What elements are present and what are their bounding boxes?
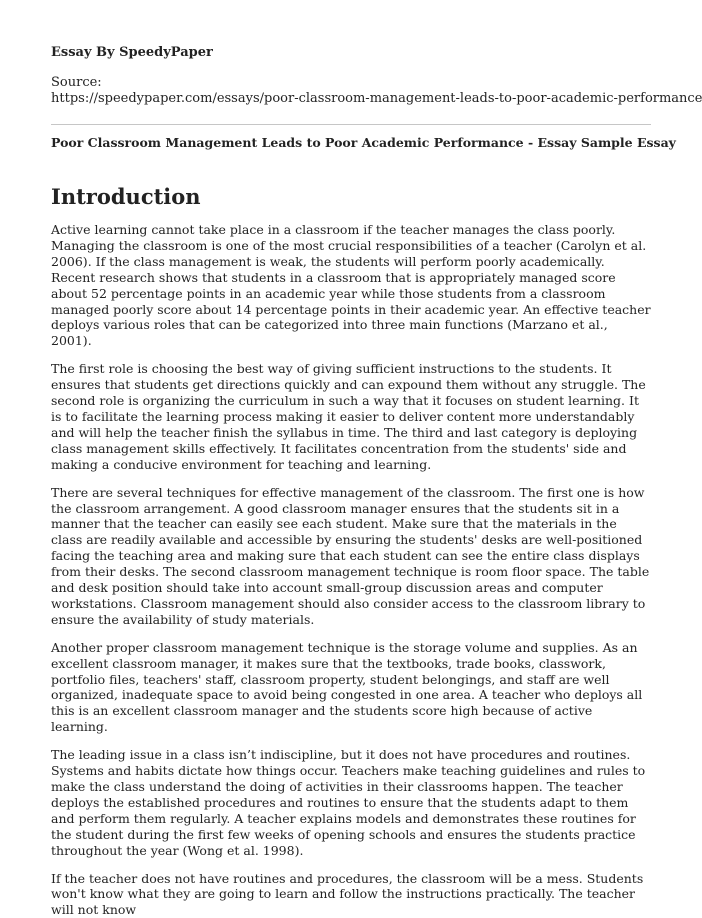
paragraph: Another proper classroom management technique is the storage volume and supplies. As an excellent classroom manager, it makes sure that the textbooks, trade books, classwork, portfolio files, teachers' staff, classroom property, student belongings, and staff are well organized, inadequate space to avoid being congested in one area. A teacher who deploys all this is an excellent classroom manager and the students score high because of active learning. — [51, 639, 643, 735]
divider — [51, 124, 651, 125]
paragraph: The first role is choosing the best way of giving sufficient instructions to the students. It ensures that students get directions quickly and can expound them without any struggle. The second role is organizing the curriculum in such a way that it focuses on student learning. It is to facilitate the learning process making it easier to deliver content more understandably and will help the teacher finish the syllabus in time. The third and last category is deploying class management skills effectively. It facilitates concentration from the students' side and making a conducive environment for teaching and learning. — [51, 361, 646, 472]
section-heading: Introduction — [51, 184, 201, 209]
paragraph: If the teacher does not have routines and procedures, the classroom will be a mess. Students won't know what they are going to learn and follow the instructions practically. The teacher will not know — [51, 870, 644, 918]
source-label: Source: — [51, 75, 102, 90]
brand-line: Essay By SpeedyPaper — [51, 45, 213, 60]
source-url: https://speedypaper.com/essays/poor-classroom-management-leads-to-poor-academic-performance — [51, 91, 702, 106]
source-block — [51, 75, 702, 107]
paragraph: The leading issue in a class isn’t indiscipline, but it does not have procedures and routines. Systems and habits dictate how things occur. Teachers make teaching guidelines and rules to make the class understand the doing of activities in their classrooms happen. The teacher deploys the established procedures and routines to ensure that the students adapt to them and perform them regularly. A teacher explains models and demonstrates these routines for the student during the first few weeks of opening schools and ensures the students practice throughout the year (Wong et al. 1998). — [51, 747, 646, 858]
body-text — [51, 222, 651, 918]
paragraph: There are several techniques for effective management of the classroom. The first one is how the classroom arrangement. A good classroom manager ensures that the students sit in a manner that the teacher can easily see each student. Make sure that the materials in the class are readily available and accessible by ensuring the students' desks are well-positioned facing the teaching area and making sure that each student can see the entire class displays from their desks. The second classroom management technique is room floor space. The table and desk position should take into account small-group discussion areas and computer workstations. Classroom management should also consider access to the classroom library to ensure the availability of study materials. — [51, 484, 650, 627]
document-title: Poor Classroom Management Leads to Poor Academic Performance - Essay Sample Essay — [51, 135, 676, 150]
paragraph: Active learning cannot take place in a classroom if the teacher manages the class poorly. Managing the classroom is one of the most crucial responsibilities of a teacher (Carolyn et al. 2006). If the class management is weak, the students will perform poorly academically. Recent research shows that students in a classroom that is appropriately managed score about 52 percentage points in an academic year while those students from a classroom managed poorly score about 14 percentage points in their academic year. An effective teacher deploys various roles that can be categorized into three main functions (Marzano et al., 2001). — [51, 222, 651, 349]
